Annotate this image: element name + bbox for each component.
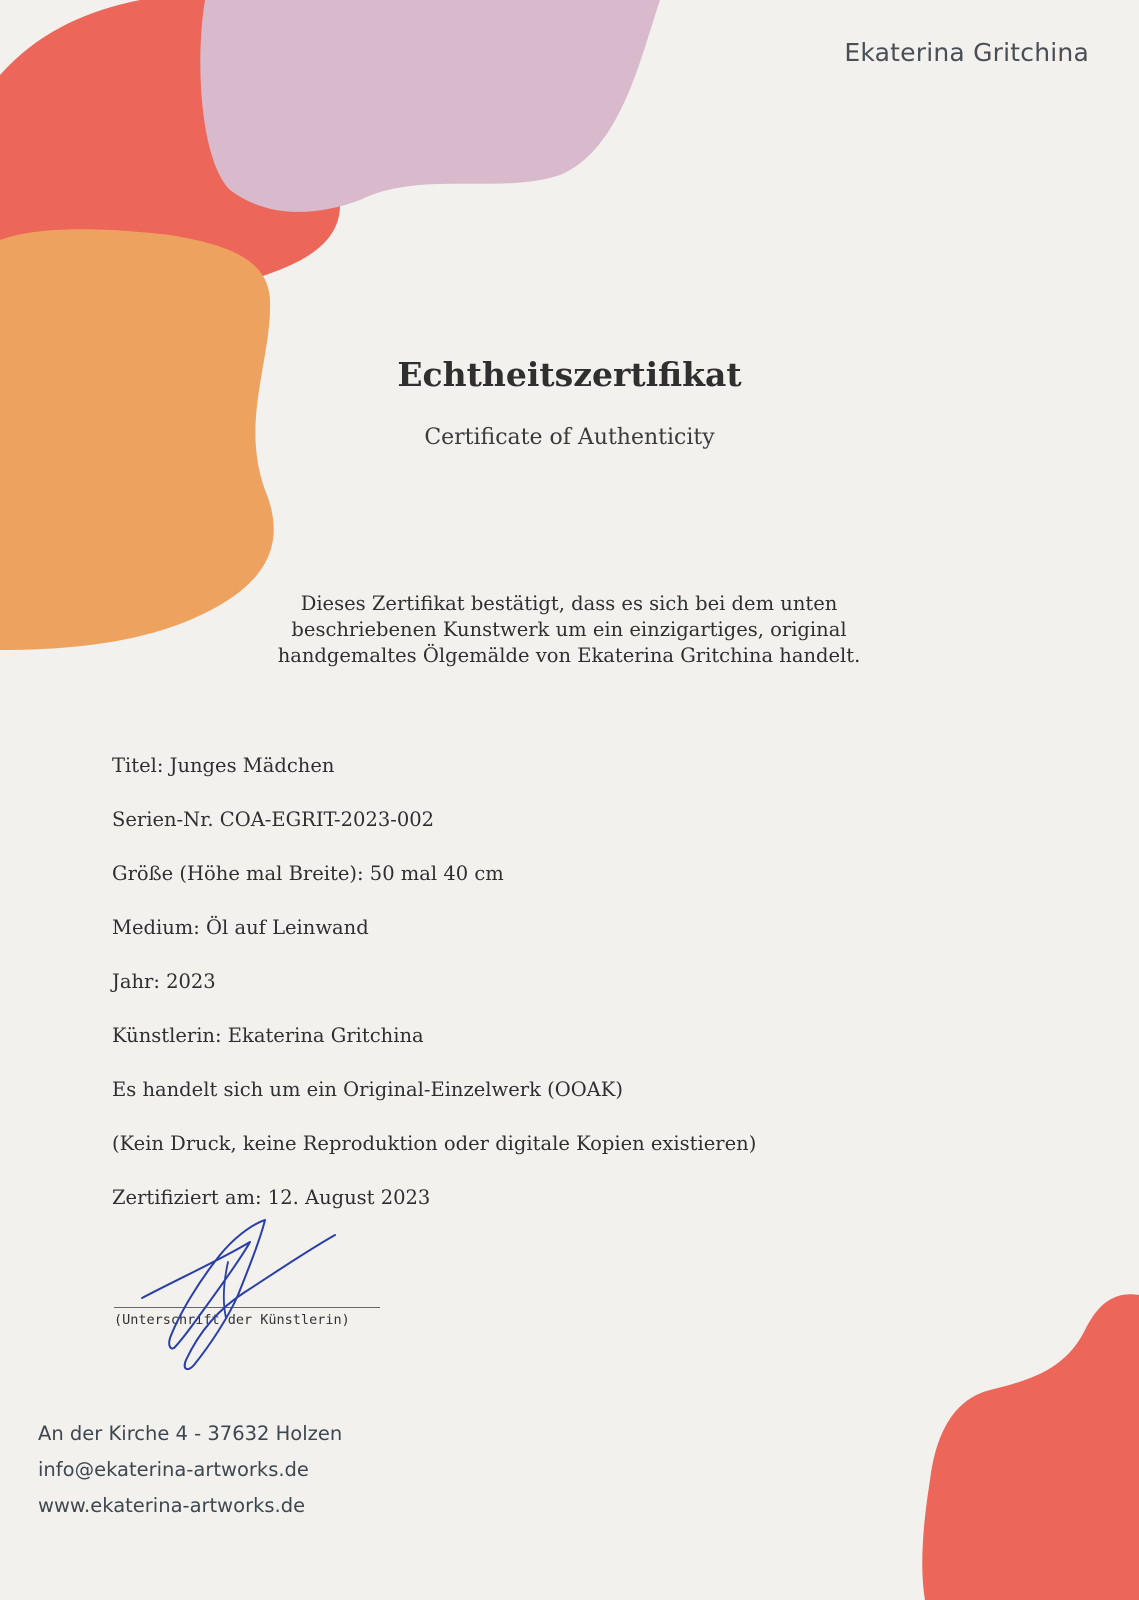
intro-paragraph xyxy=(269,591,869,669)
detail-original-note: Es handelt sich um ein Original-Einzelwerk (OOAK) xyxy=(112,1078,623,1101)
detail-title: Titel: Junges Mädchen xyxy=(112,754,335,777)
signature-block xyxy=(110,1200,410,1380)
certificate-subtitle: Certificate of Authenticity xyxy=(424,425,715,450)
footer-email[interactable]: info@ekaterina-artworks.de xyxy=(38,1458,309,1481)
detail-year: Jahr: 2023 xyxy=(112,970,216,993)
detail-serial-number: Serien-Nr. COA-EGRIT-2023-002 xyxy=(112,808,435,831)
footer-address: An der Kirche 4 - 37632 Holzen xyxy=(38,1422,343,1445)
intro-line: handgemaltes Ölgemälde von Ekaterina Gritchina handelt. xyxy=(277,644,861,667)
handwritten-signature xyxy=(110,1200,410,1380)
detail-size: Größe (Höhe mal Breite): 50 mal 40 cm xyxy=(112,862,504,885)
signature-caption: (Unterschrift der Künstlerin) xyxy=(114,1312,350,1328)
certificate-title: Echtheitszertifikat xyxy=(397,355,742,394)
detail-no-copies-note: (Kein Druck, keine Reproduktion oder digitale Kopien existieren) xyxy=(112,1132,757,1155)
detail-certified-date: Zertifiziert am: 12. August 2023 xyxy=(112,1186,431,1209)
footer-website[interactable]: www.ekaterina-artworks.de xyxy=(38,1494,306,1517)
contact-footer xyxy=(38,1416,342,1524)
intro-line: Dieses Zertifikat bestätigt, dass es sich bei dem unten xyxy=(300,592,838,615)
lilac-blob-top xyxy=(200,0,660,212)
detail-medium: Medium: Öl auf Leinwand xyxy=(112,916,369,939)
coral-blob-bottom-right xyxy=(922,1294,1139,1600)
intro-line: beschriebenen Kunstwerk um ein einzigartiges, original xyxy=(291,618,847,641)
detail-artist: Künstlerin: Ekaterina Gritchina xyxy=(112,1024,424,1047)
brand-name: Ekaterina Gritchina xyxy=(844,38,1089,67)
